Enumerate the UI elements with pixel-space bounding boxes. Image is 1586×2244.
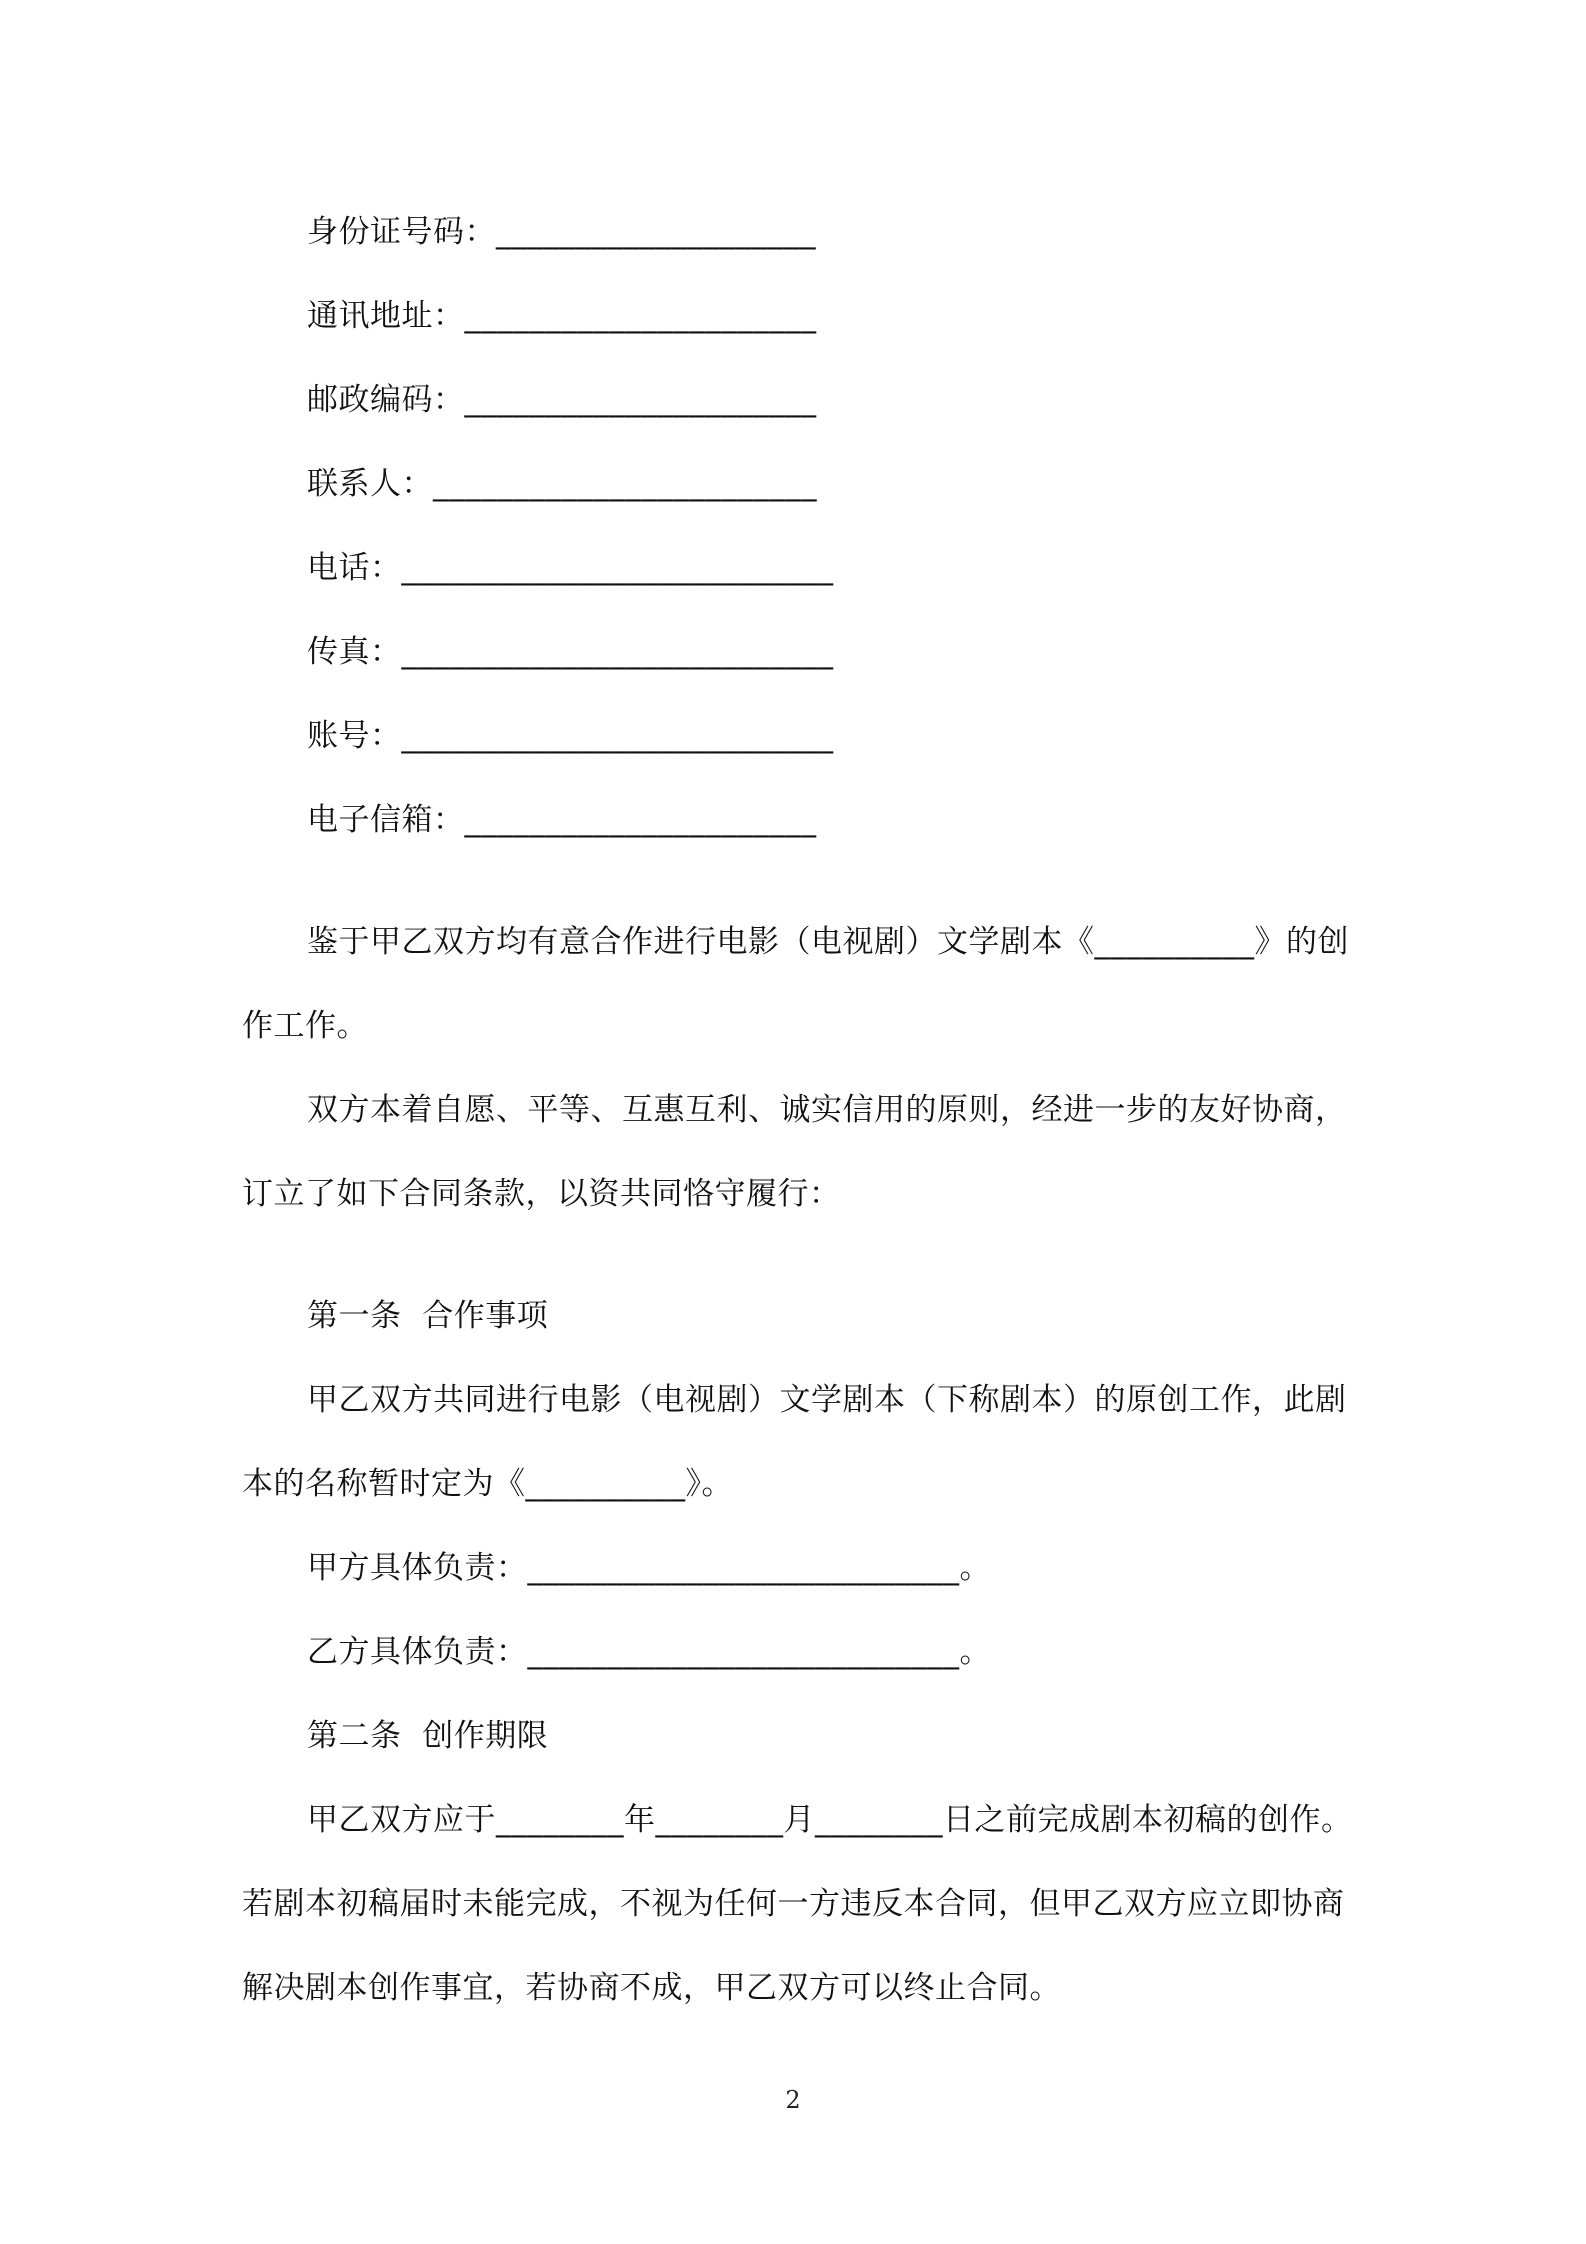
field-id-number: 身份证号码：____________________ bbox=[307, 214, 816, 250]
field-fax: 传真：___________________________ bbox=[307, 634, 834, 670]
article-2-heading: 第二条 创作期限 bbox=[307, 1718, 549, 1754]
field-phone: 电话：___________________________ bbox=[307, 550, 834, 586]
article-2-body-line-2: 若剧本初稿届时未能完成，不视为任何一方违反本合同，但甲乙双方应立即协商 bbox=[242, 1886, 1345, 1922]
intro-paragraph-1-line-2: 作工作。 bbox=[242, 1008, 368, 1044]
intro-paragraph-2-line-1: 双方本着自愿、平等、互惠互利、诚实信用的原则，经进一步的友好协商， bbox=[307, 1092, 1347, 1128]
field-account: 账号：___________________________ bbox=[307, 718, 834, 754]
intro-paragraph-1-line-1: 鉴于甲乙双方均有意合作进行电影（电视剧）文学剧本《__________》的创 bbox=[307, 924, 1349, 960]
field-email: 电子信箱：______________________ bbox=[307, 802, 817, 838]
field-address: 通讯地址：______________________ bbox=[307, 298, 817, 334]
article-1-heading: 第一条 合作事项 bbox=[307, 1298, 549, 1334]
field-postcode: 邮政编码：______________________ bbox=[307, 382, 817, 418]
article-2-body-line-1: 甲乙双方应于________年________月________日之前完成剧本初稿的创作。 bbox=[307, 1802, 1353, 1838]
article-1-body-line-1: 甲乙双方共同进行电影（电视剧）文学剧本（下称剧本）的原创工作，此剧 bbox=[307, 1382, 1347, 1418]
article-1-party-b: 乙方具体负责：___________________________。 bbox=[307, 1634, 991, 1670]
article-1-party-a: 甲方具体负责：___________________________。 bbox=[307, 1550, 991, 1586]
article-1-body-line-2: 本的名称暂时定为《__________》。 bbox=[242, 1466, 733, 1502]
article-2-body-line-3: 解决剧本创作事宜，若协商不成，甲乙双方可以终止合同。 bbox=[242, 1970, 1061, 2006]
intro-paragraph-2-line-2: 订立了如下合同条款，以资共同恪守履行： bbox=[242, 1176, 841, 1212]
field-contact: 联系人：________________________ bbox=[307, 466, 817, 502]
page-number: 2 bbox=[785, 2086, 801, 2114]
